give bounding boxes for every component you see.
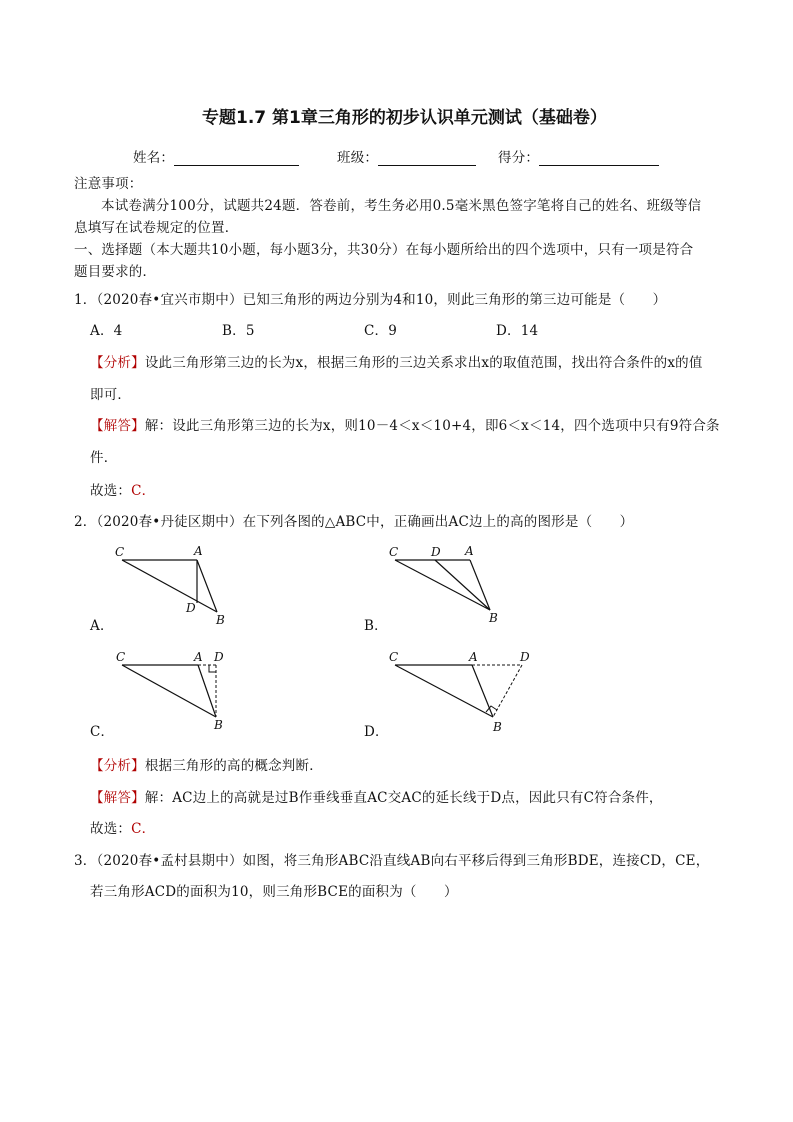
q2-choice	[90, 817, 155, 837]
name-field[interactable]	[133, 146, 299, 166]
score-blank[interactable]	[539, 153, 659, 166]
q2-figure-b-option: B．	[364, 618, 388, 634]
q2-answer-tag: 【解答】	[90, 790, 145, 806]
q1-answer-line-2: 件．	[90, 450, 118, 466]
q1-option-c: C．9	[364, 323, 398, 339]
notes-line-2: 息填写在试卷规定的位置．	[74, 220, 239, 236]
class-field[interactable]	[337, 146, 476, 166]
fig-d-side-ab	[472, 665, 493, 717]
fig-b-label-d: D	[431, 545, 441, 559]
fig-c-label-d: D	[214, 650, 224, 664]
section-heading-line-2: 题目要求的．	[74, 264, 157, 280]
fig-d-side-cb	[395, 665, 493, 717]
q3-stem-line-2: 若三角形ACD的面积为10，则三角形BCE的面积为（ ）	[90, 884, 458, 900]
fig-a-side-ab	[197, 560, 217, 612]
q1-option-a: A．4	[90, 323, 123, 339]
score-label: 得分：	[498, 150, 540, 166]
fig-d-label-a: A	[469, 650, 478, 664]
class-label: 班级：	[337, 150, 379, 166]
q1-answer-text: 解：设此三角形第三边的长为x，则10－4＜x＜10+4，即6＜x＜14，四个选项中只有9符合条	[144, 418, 720, 434]
fig-c-label-b: B	[214, 718, 223, 732]
q1-answer-tag: 【解答】	[90, 418, 145, 434]
q1-choice-value: C．	[131, 483, 156, 499]
fig-b-label-b: B	[489, 611, 498, 625]
fig-d-label-c: C	[389, 650, 399, 664]
q2-analysis-text: 根据三角形的高的概念判断．	[144, 758, 323, 774]
fig-a-label-d: D	[186, 601, 196, 615]
q2-figure-c-option: C．	[90, 724, 115, 740]
q1-analysis	[90, 351, 703, 371]
q2-figure-d	[383, 645, 543, 740]
q2-analysis-tag: 【分析】	[90, 758, 145, 774]
fig-c-right-angle-mark	[209, 665, 216, 672]
fig-a-side-cb	[122, 560, 217, 612]
q1-option-d: D．14	[496, 323, 539, 339]
q2-analysis	[90, 754, 323, 774]
notes-line-1: 本试卷满分100分，试题共24题．答卷前，考生务必用0.5毫米黑色签字笔将自己的姓名、班级等信	[101, 198, 702, 214]
fig-a-label-a: A	[194, 544, 203, 558]
fig-d-segment-db	[493, 665, 522, 717]
fig-a-label-b: B	[216, 613, 225, 627]
fig-d-label-d: D	[520, 650, 530, 664]
name-label: 姓名：	[133, 150, 175, 166]
q2-answer-text: 解：AC边上的高就是过B作垂线垂直AC交AC的延长线于D点，因此只有C符合条件，	[144, 790, 663, 806]
fig-d-right-angle-mark	[486, 706, 497, 712]
q2-figure-c	[110, 645, 250, 740]
fig-b-label-a: A	[465, 544, 474, 558]
fig-a-label-c: C	[115, 545, 125, 559]
name-blank[interactable]	[174, 153, 299, 166]
fig-b-label-c: C	[389, 545, 399, 559]
fig-b-side-ab	[470, 560, 490, 610]
q1-choice	[90, 479, 155, 499]
q1-analysis-tag: 【分析】	[90, 355, 145, 371]
q1-analysis-text: 设此三角形第三边的长为x，根据三角形的三边关系求出x的取值范围，找出符合条件的x的值	[144, 355, 703, 371]
q1-option-b: B．5	[222, 323, 255, 339]
q2-choice-label: 故选：	[90, 821, 132, 837]
q2-figure-b	[383, 540, 523, 630]
q2-figure-a	[110, 540, 250, 630]
notes-heading: 注意事项：	[74, 176, 143, 192]
fig-c-side-cb	[122, 665, 216, 717]
q1-stem: 1．（2020春•宜兴市期中）已知三角形的两边分别为4和10，则此三角形的第三边可能是（ ）	[74, 292, 667, 308]
section-heading-line-1: 一、选择题（本大题共10小题，每小题3分，共30分）在每小题所给出的四个选项中，只有一项是符合	[74, 242, 694, 258]
q1-choice-label: 故选：	[90, 483, 132, 499]
q2-figure-a-option: A．	[90, 618, 114, 634]
page-title: 专题1.7 第1章三角形的初步认识单元测试（基础卷）	[202, 108, 607, 128]
class-blank[interactable]	[378, 153, 476, 166]
q2-figure-d-option: D．	[364, 724, 389, 740]
q1-answer	[90, 414, 720, 434]
q1-analysis-line-2: 即可．	[90, 387, 132, 403]
q2-choice-value: C．	[131, 821, 156, 837]
score-field[interactable]	[498, 146, 659, 166]
fig-c-label-a: A	[194, 650, 203, 664]
q2-stem: 2．（2020春•丹徒区期中）在下列各图的△ABC中，正确画出AC边上的高的图形是（ ）	[74, 514, 634, 530]
q3-stem-line-1: 3．（2020春•孟村县期中）如图，将三角形ABC沿直线AB向右平移后得到三角形BDE，连接CD，CE，	[74, 853, 710, 869]
q2-answer	[90, 786, 663, 806]
fig-c-label-c: C	[116, 650, 126, 664]
fig-d-label-b: B	[493, 720, 502, 734]
